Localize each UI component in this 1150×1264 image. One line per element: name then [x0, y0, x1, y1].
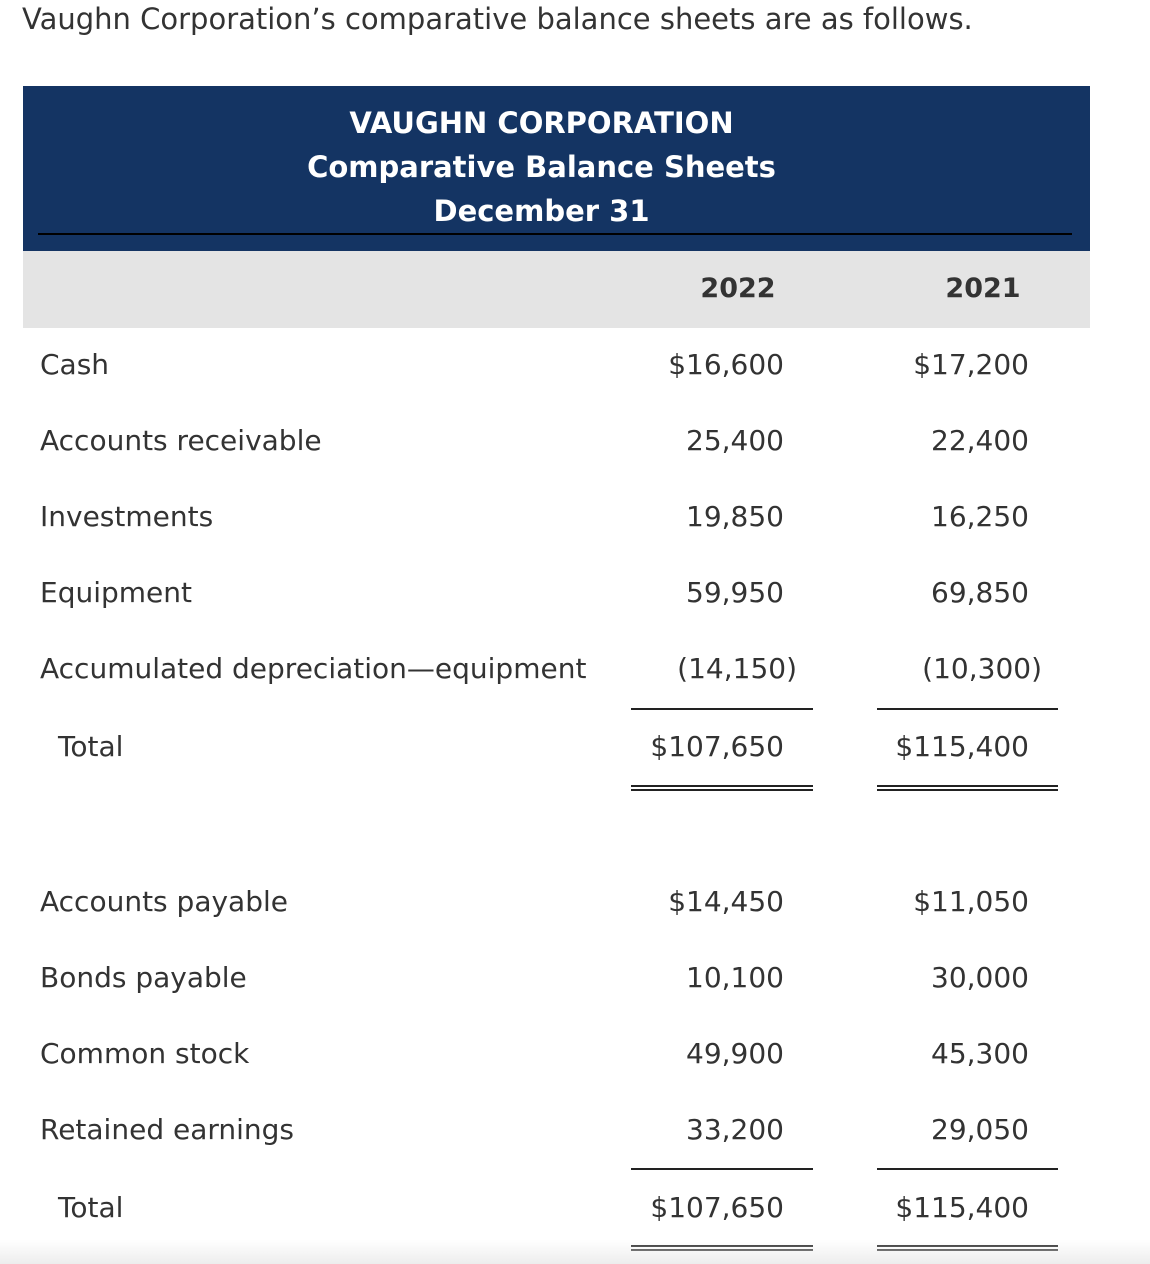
accounts-payable-2022: $14,450: [668, 885, 784, 918]
investments-2022: 19,850: [686, 500, 784, 533]
assets-total-2021: $115,400: [895, 730, 1029, 763]
company-name: VAUGHN CORPORATION: [349, 106, 734, 140]
row-label-equipment: Equipment: [40, 576, 192, 609]
retained-earnings-2022: 33,200: [686, 1113, 784, 1146]
row-label-liabilities-total: Total: [58, 1191, 124, 1224]
cash-2021: $17,200: [913, 348, 1029, 381]
accounts-payable-2021: $11,050: [913, 885, 1029, 918]
row-label-accumulated-depreciation: Accumulated depreciation—equipment: [40, 652, 587, 685]
row-label-retained-earnings: Retained earnings: [40, 1113, 295, 1146]
year-2021-header: 2021: [945, 273, 1021, 304]
bottom-fade: [0, 1240, 1150, 1264]
statement-header: [23, 86, 1090, 251]
common-stock-2021: 45,300: [931, 1037, 1029, 1070]
row-label-bonds-payable: Bonds payable: [40, 961, 247, 994]
assets-total-double-rule-2021: [877, 785, 1058, 791]
row-label-assets-total: Total: [58, 730, 124, 763]
assets-total-double-rule-2022: [631, 785, 813, 791]
statement-date: December 31: [433, 194, 650, 228]
accounts-receivable-2021: 22,400: [931, 424, 1029, 457]
retained-earnings-2021: 29,050: [931, 1113, 1029, 1146]
assets-subtotal-rule-2022: [631, 708, 813, 710]
row-label-investments: Investments: [40, 500, 214, 533]
year-2022-header: 2022: [700, 273, 776, 304]
intro-text: Vaughn Corporation’s comparative balance sheets are as follows.: [22, 2, 973, 36]
common-stock-2022: 49,900: [686, 1037, 784, 1070]
statement-title: Comparative Balance Sheets: [307, 150, 776, 184]
row-label-common-stock: Common stock: [40, 1037, 250, 1070]
assets-subtotal-rule-2021: [877, 708, 1058, 710]
bonds-payable-2022: 10,100: [686, 961, 784, 994]
cash-2022: $16,600: [668, 348, 784, 381]
accumulated-depreciation-2022: (14,150): [677, 652, 797, 685]
liabilities-total-2022: $107,650: [650, 1191, 784, 1224]
accounts-receivable-2022: 25,400: [686, 424, 784, 457]
liabilities-subtotal-rule-2021: [877, 1168, 1058, 1170]
row-label-cash: Cash: [40, 348, 110, 381]
bonds-payable-2021: 30,000: [931, 961, 1029, 994]
header-divider: [38, 233, 1072, 235]
assets-total-2022: $107,650: [650, 730, 784, 763]
liabilities-subtotal-rule-2022: [631, 1168, 813, 1170]
row-label-accounts-payable: Accounts payable: [40, 885, 288, 918]
equipment-2021: 69,850: [931, 576, 1029, 609]
row-label-accounts-receivable: Accounts receivable: [40, 424, 322, 457]
equipment-2022: 59,950: [686, 576, 784, 609]
liabilities-total-2021: $115,400: [895, 1191, 1029, 1224]
investments-2021: 16,250: [931, 500, 1029, 533]
accumulated-depreciation-2021: (10,300): [922, 652, 1042, 685]
